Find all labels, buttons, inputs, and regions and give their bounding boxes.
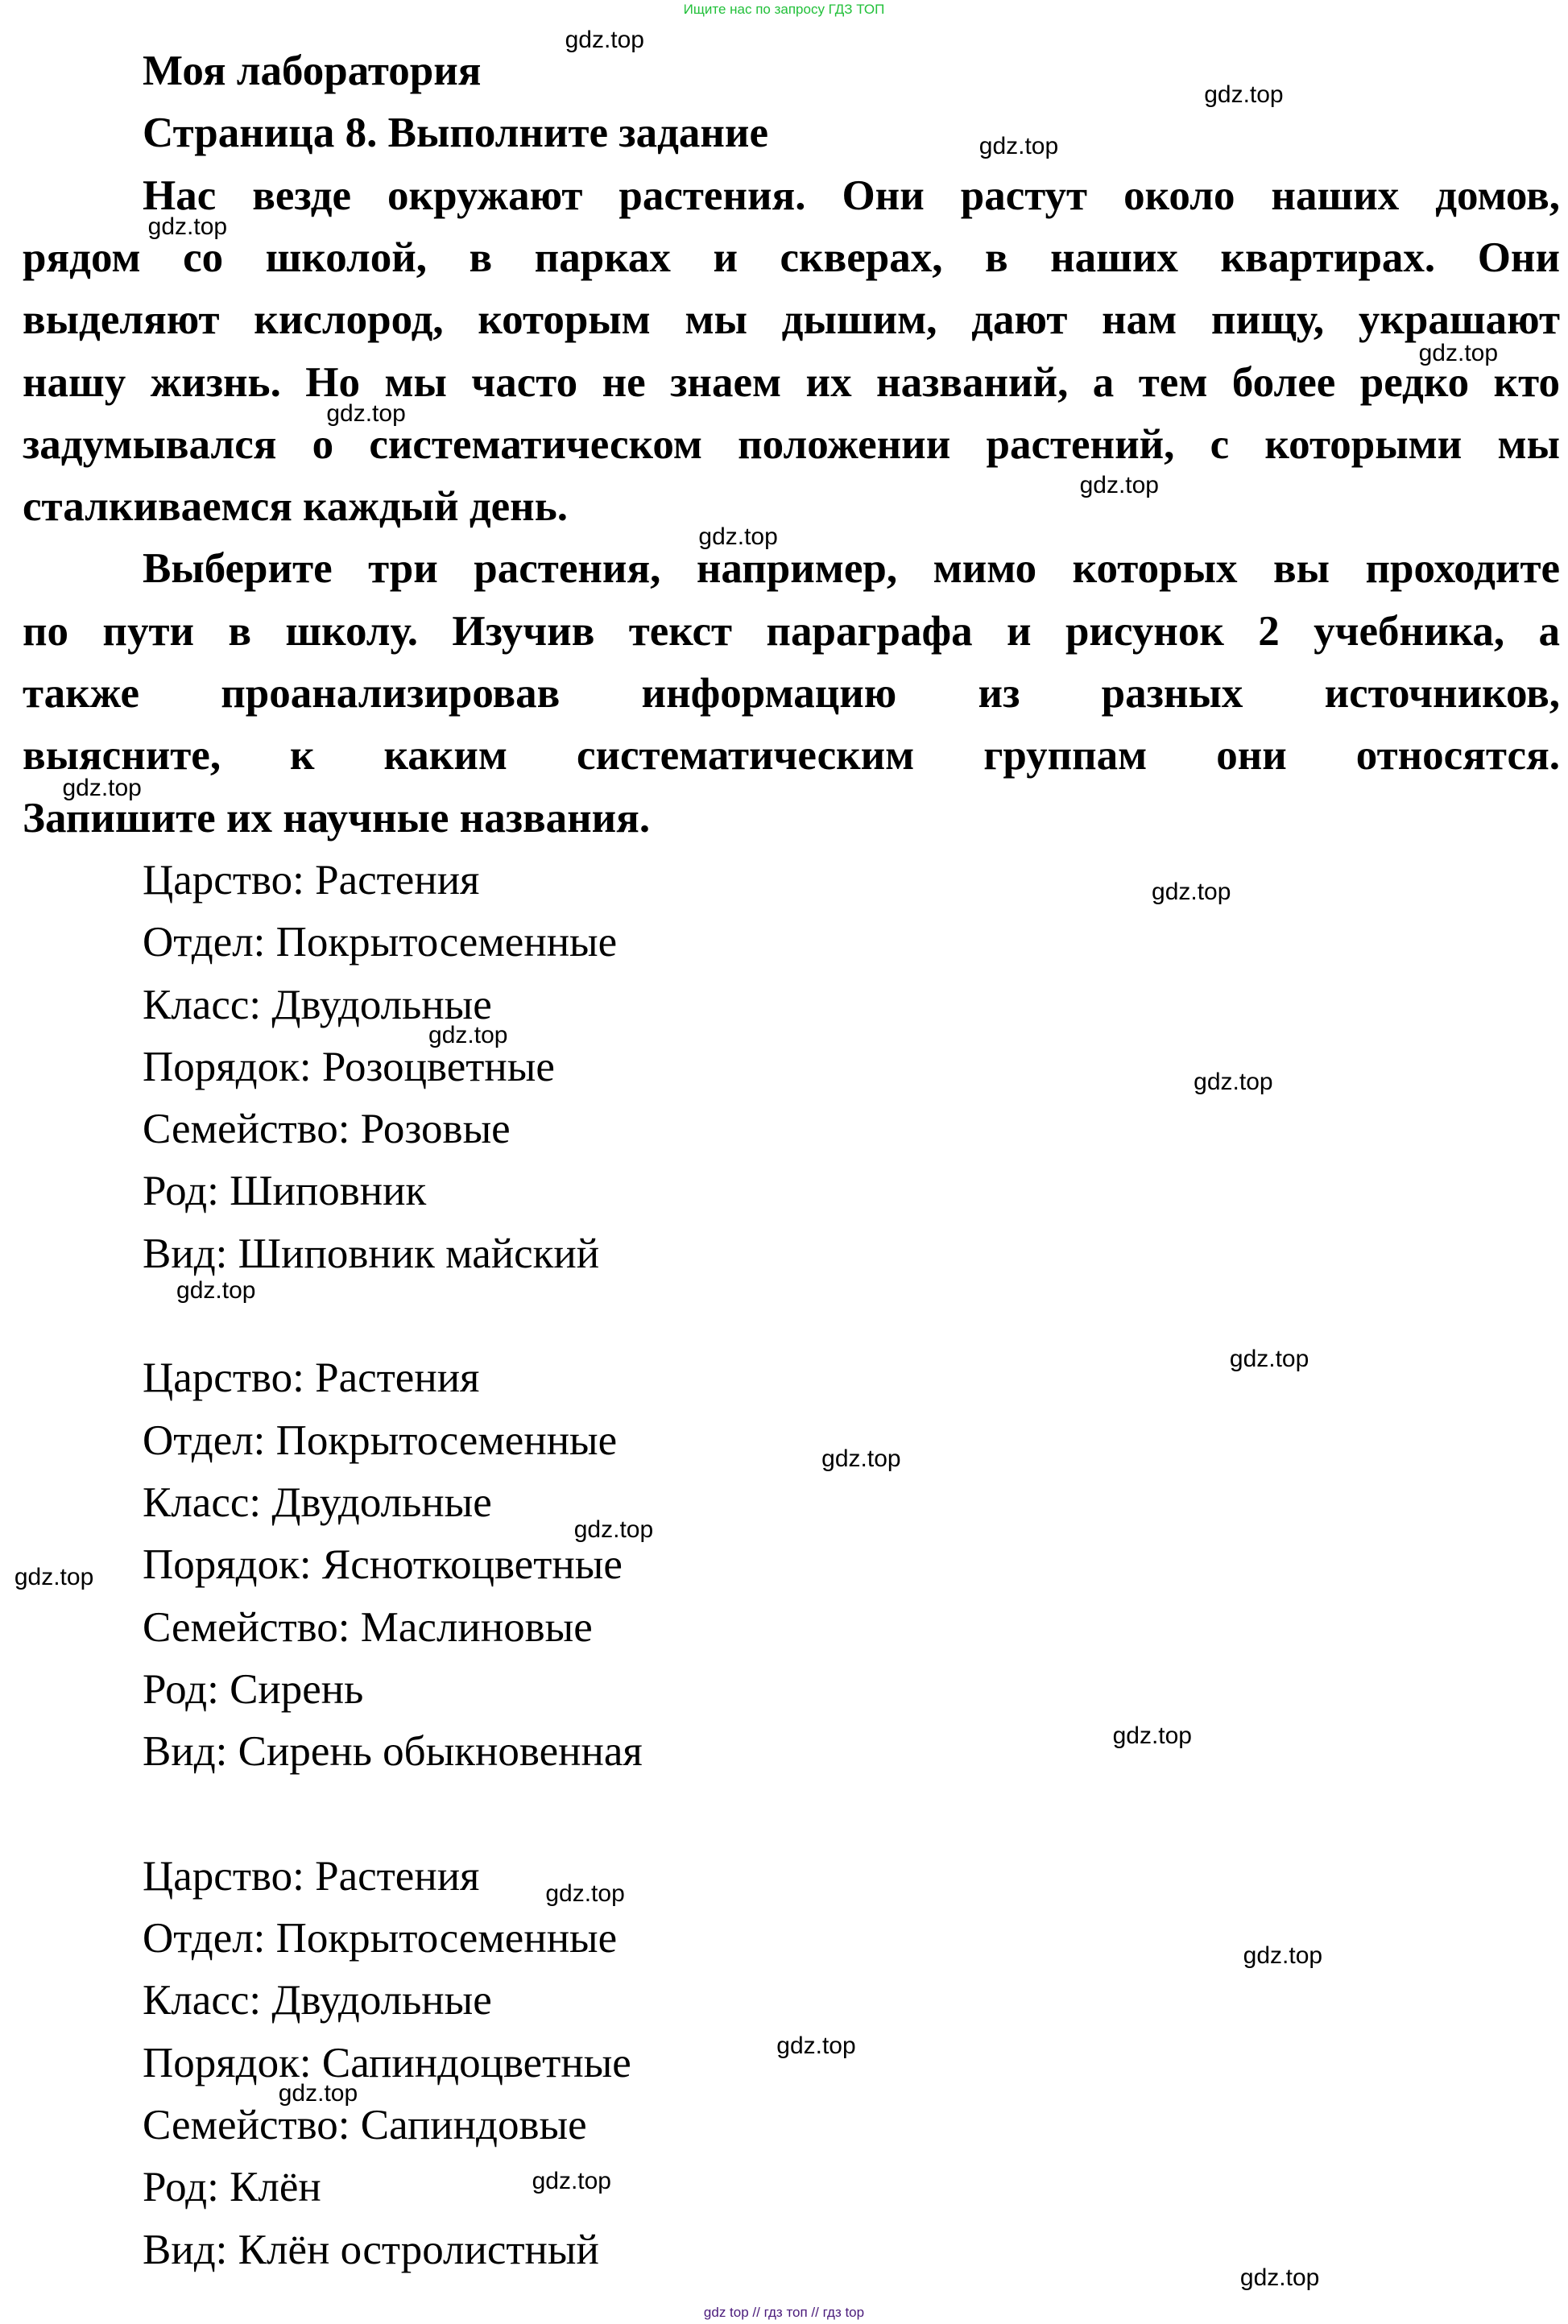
taxonomy-line: Вид: Клён остролистный	[143, 2226, 599, 2273]
taxonomy-line: Семейство: Розовые	[143, 1106, 511, 1153]
watermark-text: gdz.top	[1229, 1346, 1309, 1373]
watermark-text: gdz.top	[573, 1516, 654, 1544]
paragraph-line: сталкиваемся каждый день.	[23, 483, 568, 531]
paragraph-line: Запишите их научные названия.	[23, 794, 651, 842]
watermark-text: gdz.top	[1243, 1942, 1323, 1970]
paragraph-line: нашу жизнь. Но мы часто не знаем их названий, а тем более редко кто	[23, 358, 1560, 406]
taxonomy-line: Царство: Растения	[143, 1852, 480, 1900]
taxonomy-line: Род: Клён	[143, 2164, 321, 2211]
taxonomy-line: Порядок: Сапиндоцветные	[143, 2039, 631, 2086]
watermark-text: gdz.top	[821, 1445, 901, 1472]
paragraph-line: по пути в школу. Изучив текст параграфа и рисунок 2 учебника, а	[23, 607, 1560, 655]
watermark-text: gdz.top	[1194, 1068, 1273, 1095]
paragraph-line: Выберите три растения, например, мимо которых вы проходите	[143, 545, 1560, 593]
paragraph-line: также проанализировав информацию из разных источников,	[23, 670, 1560, 717]
watermark-text: gdz.top	[698, 523, 778, 551]
top-banner-note: Ищите нас по запросу ГДЗ ТОП	[683, 2, 885, 17]
watermark-text: gdz.top	[14, 1564, 94, 1591]
paragraph-line: выясните, к каким систематическим группам они относятся.	[23, 732, 1560, 779]
watermark-text: gdz.top	[1152, 878, 1231, 905]
taxonomy-line: Царство: Растения	[143, 856, 480, 904]
taxonomy-line: Царство: Растения	[143, 1354, 480, 1402]
taxonomy-line: Класс: Двудольные	[143, 981, 492, 1028]
paragraph-line: задумывался о систематическом положении растений, с которыми мы	[23, 420, 1560, 468]
taxonomy-line: Семейство: Сапиндовые	[143, 2101, 587, 2148]
taxonomy-line: Порядок: Ясноткоцветные	[143, 1541, 623, 1589]
watermark-text: gdz.top	[1112, 1722, 1192, 1750]
watermark-text: gdz.top	[176, 1277, 256, 1305]
taxonomy-line: Вид: Шиповник майский	[143, 1230, 600, 1277]
taxonomy-line: Род: Сирень	[143, 1665, 364, 1713]
watermark-text: gdz.top	[978, 133, 1059, 160]
taxonomy-line: Отдел: Покрытосеменные	[143, 1915, 618, 1962]
watermark-text: gdz.top	[1079, 471, 1160, 498]
watermark-text: gdz.top	[62, 774, 142, 801]
watermark-text: gdz.top	[147, 213, 228, 240]
taxonomy-line: Род: Шиповник	[143, 1168, 427, 1215]
taxonomy-line: Отдел: Покрытосеменные	[143, 1416, 618, 1464]
watermark-text: gdz.top	[776, 2032, 856, 2060]
taxonomy-line: Порядок: Розоцветные	[143, 1043, 555, 1090]
taxonomy-line: Класс: Двудольные	[143, 1977, 492, 2024]
paragraph-line: Нас везде окружают растения. Они растут около наших домов,	[143, 172, 1560, 219]
paragraph-line: рядом со школой, в парках и скверах, в наших квартирах. Они	[23, 234, 1560, 281]
watermark-text: gdz.top	[1418, 339, 1499, 366]
watermark-text: gdz.top	[326, 400, 406, 428]
bottom-banner-note: gdz top // гдз топ // гдз top	[703, 2305, 865, 2320]
taxonomy-line: Вид: Сирень обыкновенная	[143, 1728, 643, 1776]
page-subtitle: Страница 8. Выполните задание	[143, 110, 768, 157]
taxonomy-line: Класс: Двудольные	[143, 1478, 492, 1526]
taxonomy-line: Семейство: Маслиновые	[143, 1603, 593, 1651]
paragraph-line: выделяют кислород, которым мы дышим, дают нам пищу, украшают	[23, 296, 1560, 344]
watermark-text: gdz.top	[428, 1022, 508, 1049]
watermark-text: gdz.top	[545, 1879, 625, 1907]
watermark-text: gdz.top	[1239, 2264, 1320, 2291]
watermark-text: gdz.top	[565, 26, 644, 53]
taxonomy-line: Отдел: Покрытосеменные	[143, 919, 618, 966]
watermark-text: gdz.top	[532, 2168, 612, 2195]
page-title: Моя лаборатория	[143, 48, 482, 94]
watermark-text: gdz.top	[1204, 81, 1284, 108]
watermark-text: gdz.top	[278, 2080, 358, 2107]
